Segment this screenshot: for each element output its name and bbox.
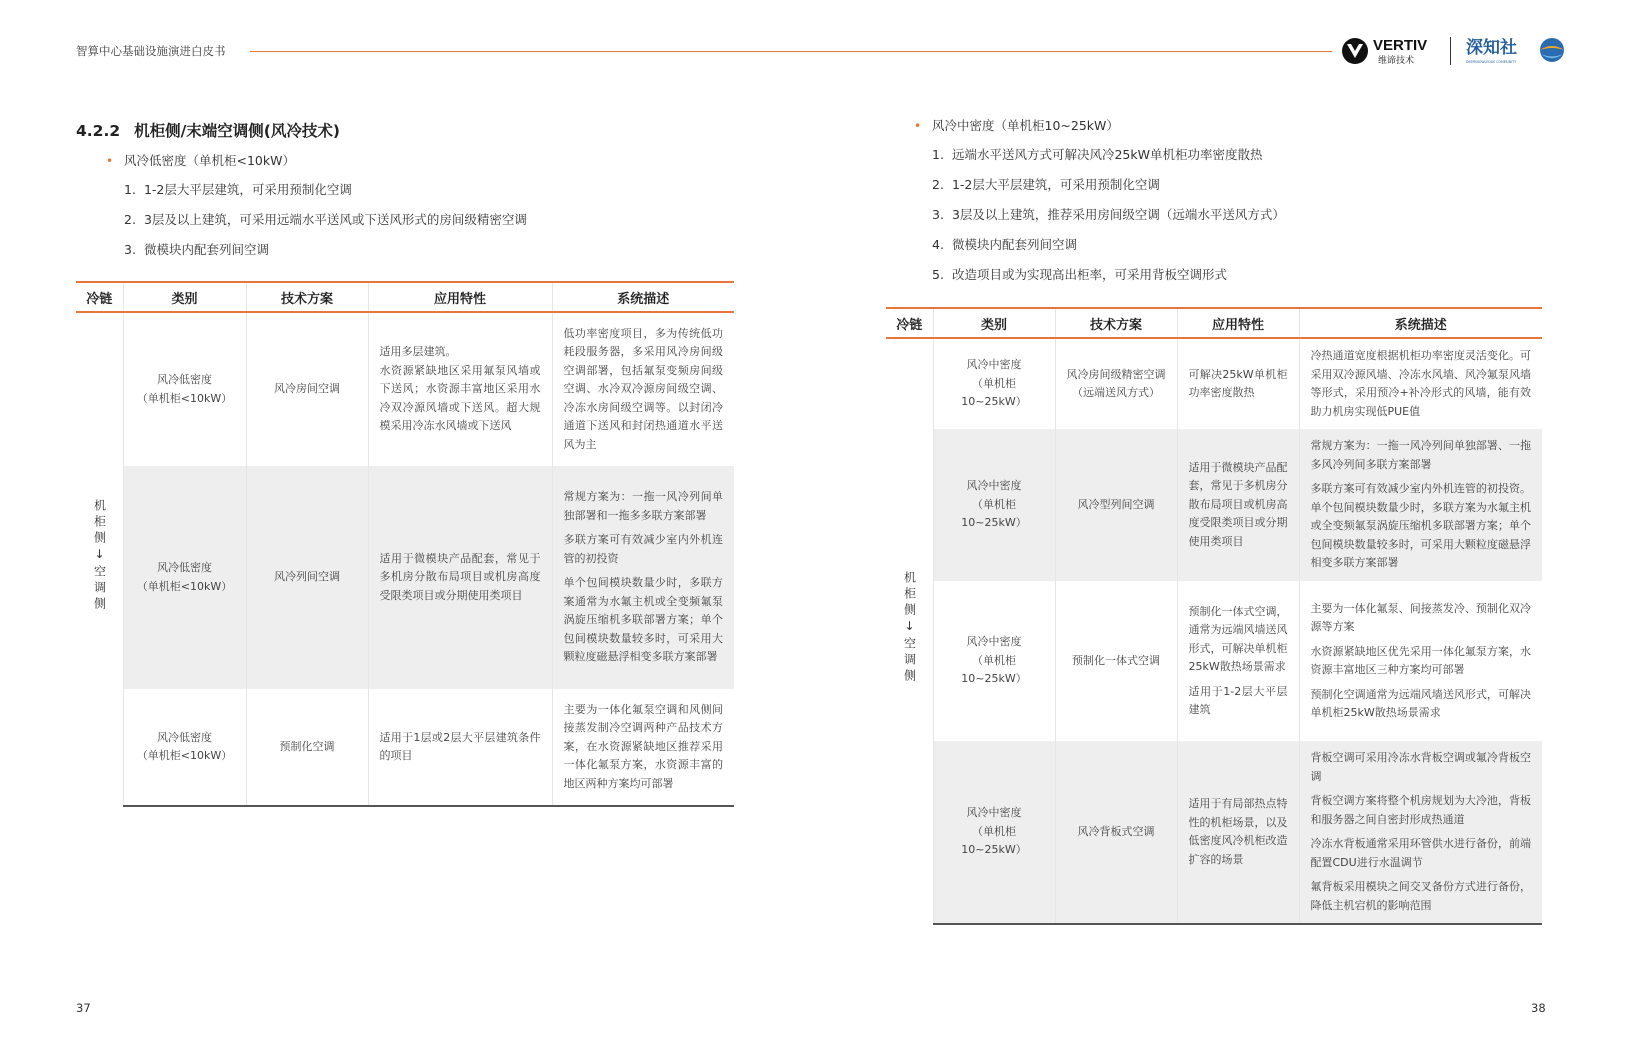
description-cell: 主要为一体化氟泵空调和风侧间接蒸发制冷空调两种产品技术方案，在水资源紧缺地区推荐采用一体化氟泵方案，水资源丰富的地区两种方案均可部署 bbox=[552, 689, 734, 806]
page-number-right: 38 bbox=[1531, 1001, 1546, 1015]
table-row bbox=[886, 429, 1542, 581]
brand-logos bbox=[1342, 33, 1568, 69]
table-row bbox=[886, 338, 1542, 429]
solution-cell: 风冷房间级精密空调 （远端送风方式） bbox=[1055, 338, 1177, 429]
category-cell: 风冷中密度 （单机柜10~25kW） bbox=[933, 429, 1055, 581]
table-row bbox=[76, 689, 734, 806]
cold-chain-cell: 机柜侧↓空调侧 bbox=[92, 499, 107, 614]
features-cell: 适用于有局部热点特性的机柜场景，以及低密度风冷机柜改造扩容的场景 bbox=[1177, 741, 1299, 924]
solution-cell: 预制化空调 bbox=[246, 689, 368, 806]
partner-brand-sub: DEEPKNOWLEDGE COMMUNITY bbox=[1466, 60, 1517, 64]
bullet-dot-icon: • bbox=[106, 154, 114, 168]
section-number: 4.2.2 bbox=[76, 122, 121, 140]
logo-separator bbox=[1450, 37, 1451, 65]
left-bullet-heading: • 风冷低密度（单机柜<10kW） bbox=[106, 151, 527, 171]
category-cell: 风冷低密度 （单机柜<10kW） bbox=[123, 312, 246, 466]
bullet-dot-icon: • bbox=[914, 119, 922, 133]
category-cell: 风冷中密度 （单机柜10~25kW） bbox=[933, 338, 1055, 429]
right-bullet-list bbox=[914, 116, 1285, 290]
right-table bbox=[886, 307, 1542, 925]
features-cell: 适用于微模块产品配套，常见于多机房分散布局项目或机房高度受限类项目或分期使用类项目 bbox=[1177, 429, 1299, 581]
section-heading bbox=[76, 119, 340, 141]
right-bullet-heading: • 风冷中密度（单机柜10~25kW） bbox=[914, 116, 1285, 136]
category-cell: 风冷低密度 （单机柜<10kW） bbox=[123, 689, 246, 806]
column-header: 技术方案 bbox=[1055, 308, 1177, 338]
column-header: 应用特性 bbox=[1177, 308, 1299, 338]
table-header-row bbox=[76, 282, 734, 312]
description-cell: 背板空调可采用冷冻水背板空调或氟冷背板空调 背板空调方案将整个机房规划为大冷池，背板和服务器之间自密封形成热通道 冷冻水背板通常采用环管供水进行备份，前端配置CDU进行水温调节 氟背板采用模块之间交叉备份方式进行备份，降低主机宕机的影响范围 bbox=[1299, 741, 1542, 924]
features-cell: 预制化一体式空调，通常为远端风墙送风形式，可解决单机柜25kW散热场景需求 适用于1-2层大平层建筑 bbox=[1177, 581, 1299, 741]
solution-cell: 风冷房间空调 bbox=[246, 312, 368, 466]
features-cell: 适用于1层或2层大平层建筑条件的项目 bbox=[368, 689, 552, 806]
cold-chain-cell: 机柜侧↓空调侧 bbox=[902, 571, 917, 686]
vertiv-brand-sub: 维谛技术 bbox=[1378, 56, 1415, 66]
category-cell: 风冷中密度 （单机柜10~25kW） bbox=[933, 581, 1055, 741]
column-header: 类别 bbox=[933, 308, 1055, 338]
list-item: 3. 3层及以上建筑，推荐采用房间级空调（远端水平送风方式） bbox=[932, 207, 1285, 222]
list-item: 4. 微模块内配套列间空调 bbox=[932, 237, 1077, 252]
description-cell: 主要为一体化氟泵、间接蒸发冷、预制化双冷源等方案 水资源紧缺地区优先采用一体化氟泵方案，水资源丰富地区三种方案均可部署 预制化空调通常为远端风墙送风形式，可解决单机柜25kW散热场景需求 bbox=[1299, 581, 1542, 741]
partner-globe-icon bbox=[1540, 38, 1564, 62]
solution-cell: 预制化一体式空调 bbox=[1055, 581, 1177, 741]
vertiv-brand-name: VERTIV bbox=[1373, 37, 1428, 54]
features-cell: 适用于微模块产品配套，常见于多机房分散布局项目或机房高度受限类项目或分期使用类项目 bbox=[368, 466, 552, 689]
description-cell: 常规方案为：一拖一风冷列间单独部署和一拖多多联方案部署 多联方案可有效减少室内外机连管的初投资 单个包间模块数量少时，多联方案通常为水氟主机或全变频氟泵涡旋压缩机多联部署方案；单个包间模块数量较多时，可采用大颗粒度磁悬浮相变多联方案部署 bbox=[552, 466, 734, 689]
column-header: 系统描述 bbox=[1299, 308, 1542, 338]
category-cell: 风冷中密度 （单机柜10~25kW） bbox=[933, 741, 1055, 924]
description-cell: 常规方案为：一拖一风冷列间单独部署、一拖多风冷列间多联方案部署 多联方案可有效减少室内外机连管的初投资。单个包间模块数量少时，多联方案为水氟主机或全变频氟泵涡旋压缩机多联部署方案；单个包间模块数量较多时，可采用大颗粒度磁悬浮相变多联方案部署 bbox=[1299, 429, 1542, 581]
list-item: 2. 1-2层大平层建筑，可采用预制化空调 bbox=[932, 177, 1160, 192]
list-item: 1. 远端水平送风方式可解决风冷25kW单机柜功率密度散热 bbox=[932, 147, 1263, 162]
column-header: 冷链 bbox=[886, 308, 933, 338]
column-header: 应用特性 bbox=[368, 282, 552, 312]
description-cell: 冷热通道宽度根据机柜功率密度灵活变化。可采用双冷源风墙、冷冻水风墙、风冷氟泵风墙等形式，采用预冷+补冷形式的风墙，能有效助力机房实现低PUE值 bbox=[1299, 338, 1542, 429]
list-item: 3. 微模块内配套列间空调 bbox=[124, 242, 269, 257]
solution-cell: 风冷背板式空调 bbox=[1055, 741, 1177, 924]
features-cell: 可解决25kW单机柜功率密度散热 bbox=[1177, 338, 1299, 429]
column-header: 类别 bbox=[123, 282, 246, 312]
table-row bbox=[886, 581, 1542, 741]
features-cell: 适用多层建筑。 水资源紧缺地区采用氟泵风墙或下送风；水资源丰富地区采用水冷双冷源风墙或下送风。超大规模采用冷冻水风墙或下送风 bbox=[368, 312, 552, 466]
page-number-left: 37 bbox=[76, 1001, 91, 1015]
vertiv-logo-icon bbox=[1342, 38, 1368, 64]
column-header: 冷链 bbox=[76, 282, 123, 312]
column-header: 系统描述 bbox=[552, 282, 734, 312]
table-row bbox=[76, 312, 734, 466]
solution-cell: 风冷型列间空调 bbox=[1055, 429, 1177, 581]
column-header: 技术方案 bbox=[246, 282, 368, 312]
table-row bbox=[76, 466, 734, 689]
header-divider bbox=[250, 51, 1332, 52]
list-item: 1. 1-2层大平层建筑，可采用预制化空调 bbox=[124, 182, 352, 197]
table-header-row bbox=[886, 308, 1542, 338]
document-title: 智算中心基础设施演进白皮书 bbox=[76, 44, 226, 58]
solution-cell: 风冷列间空调 bbox=[246, 466, 368, 689]
description-cell: 低功率密度项目，多为传统低功耗段服务器，多采用风冷房间级空调部署，包括氟泵变频房间级空调、水冷双冷源房间级空调、冷冻水房间级空调等。以封闭冷通道下送风和封闭热通道水平送风为主 bbox=[552, 312, 734, 466]
section-title-text: 机柜侧/末端空调侧(风冷技术) bbox=[134, 122, 340, 140]
table-row bbox=[886, 741, 1542, 924]
category-cell: 风冷低密度 （单机柜<10kW） bbox=[123, 466, 246, 689]
left-bullet-list bbox=[106, 151, 527, 265]
left-table bbox=[76, 281, 734, 807]
list-item: 2. 3层及以上建筑，可采用远端水平送风或下送风形式的房间级精密空调 bbox=[124, 212, 527, 227]
list-item: 5. 改造项目或为实现高出柜率，可采用背板空调形式 bbox=[932, 267, 1227, 282]
partner-brand-name: 深知社 bbox=[1466, 38, 1517, 58]
